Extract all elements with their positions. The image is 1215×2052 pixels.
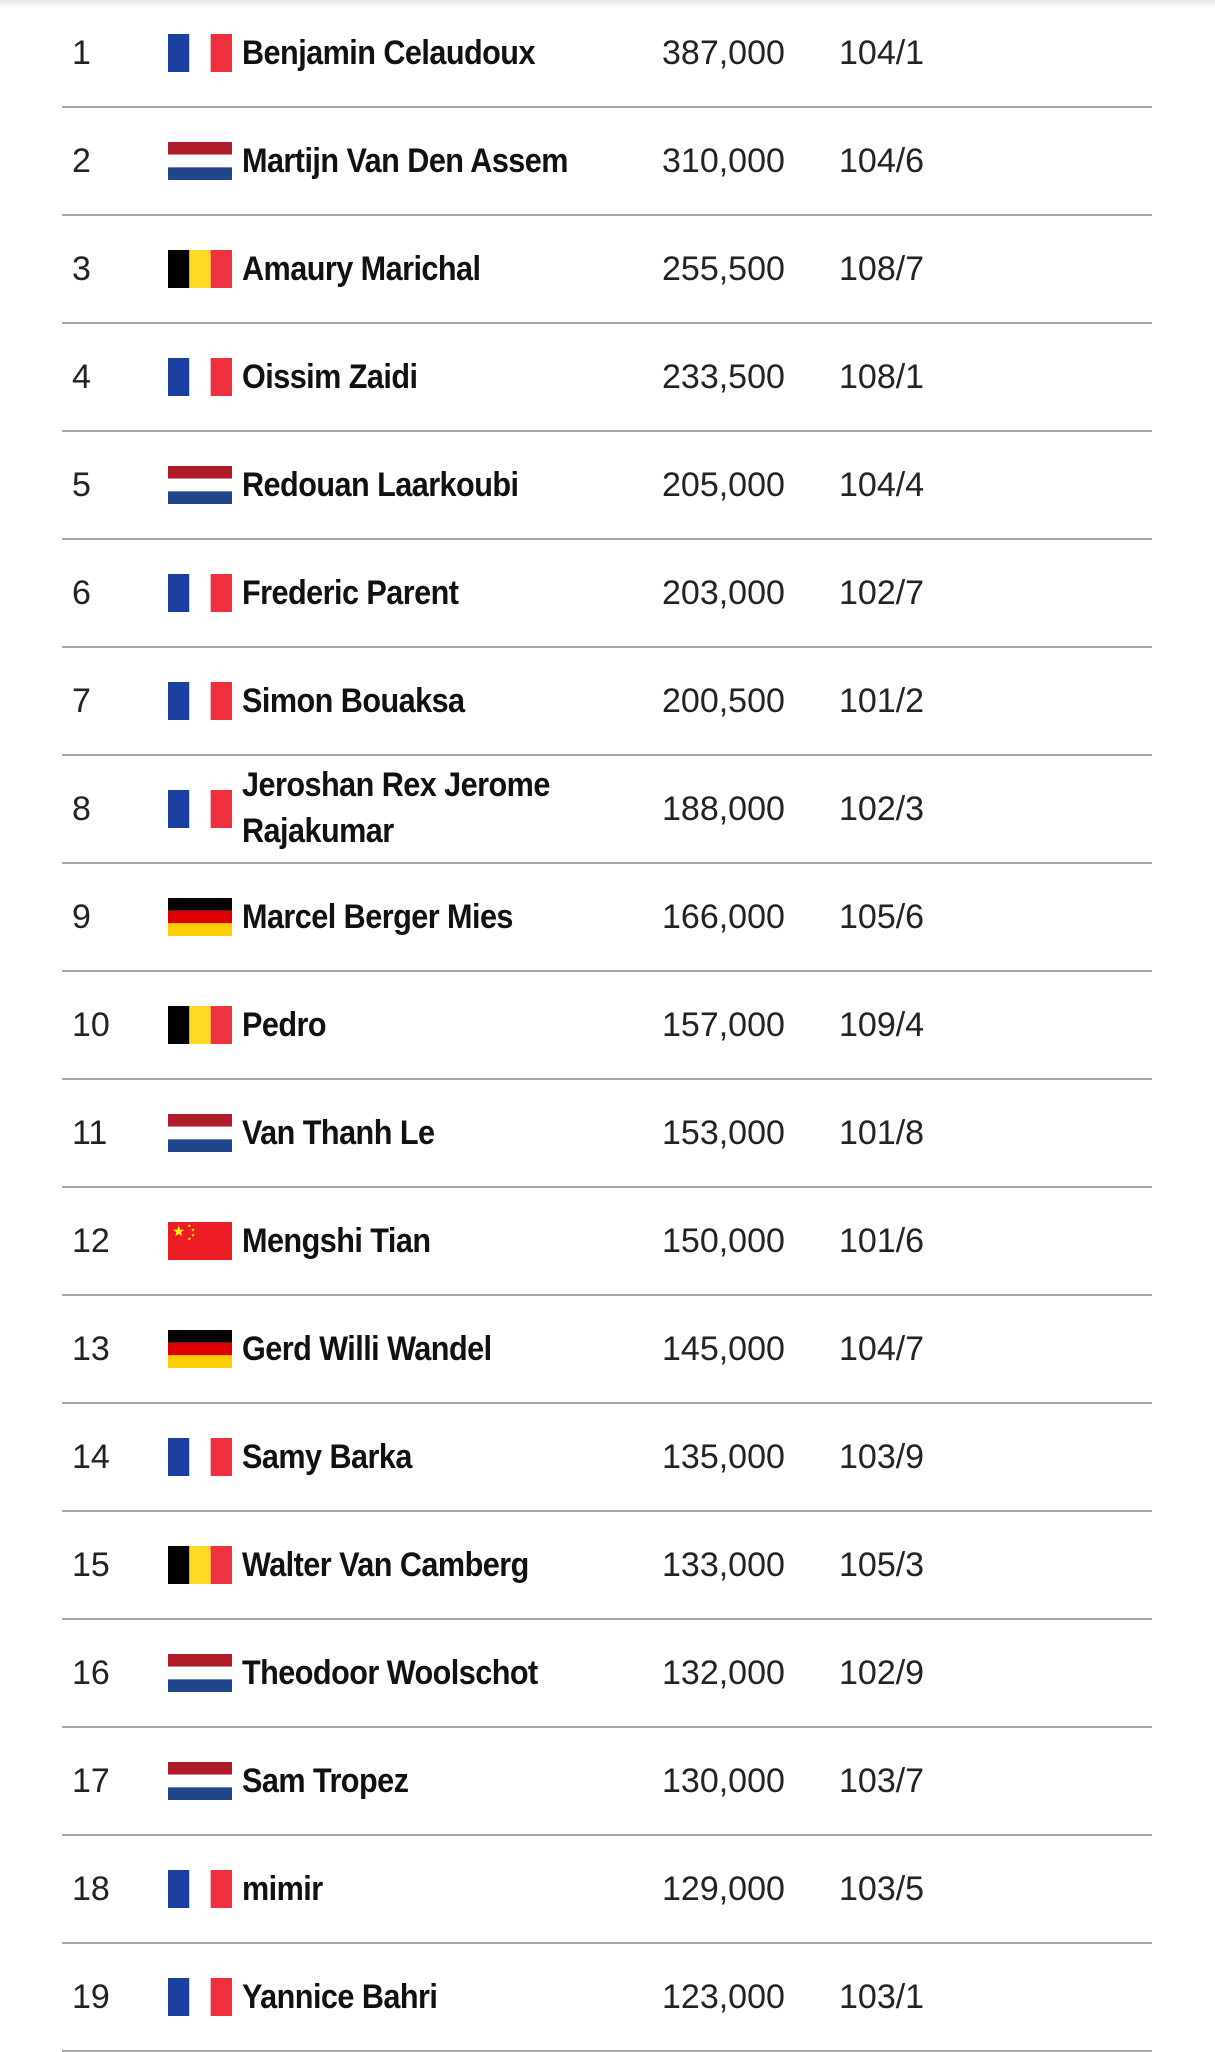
flag-cell bbox=[168, 0, 234, 106]
chip-count: 130,000 bbox=[662, 1761, 785, 1800]
table-row[interactable] bbox=[62, 1512, 1152, 1620]
france-flag-icon bbox=[168, 1438, 232, 1476]
flag-cell bbox=[168, 216, 234, 322]
netherlands-flag-icon bbox=[168, 466, 232, 504]
table-row[interactable] bbox=[62, 540, 1152, 648]
flag-cell bbox=[168, 864, 234, 970]
flag-cell bbox=[168, 324, 234, 430]
player-name[interactable]: Walter Van Camberg bbox=[242, 1545, 529, 1584]
player-name[interactable]: Van Thanh Le bbox=[242, 1113, 435, 1152]
level-position: 108/7 bbox=[839, 249, 925, 288]
player-name[interactable]: Marcel Berger Mies bbox=[242, 897, 513, 936]
flag-cell bbox=[168, 1512, 234, 1618]
level-position: 109/4 bbox=[839, 1005, 925, 1044]
chip-count: 233,500 bbox=[662, 357, 785, 396]
table-row[interactable] bbox=[62, 972, 1152, 1080]
belgium-flag-icon bbox=[168, 1006, 232, 1044]
rank-cell: 16 bbox=[72, 1653, 110, 1692]
level-position: 104/4 bbox=[839, 465, 925, 504]
chip-count: 150,000 bbox=[662, 1221, 785, 1260]
rank-cell: 12 bbox=[72, 1221, 110, 1260]
france-flag-icon bbox=[168, 682, 232, 720]
player-name[interactable]: Redouan Laarkoubi bbox=[242, 465, 519, 504]
player-name[interactable]: Theodoor Woolschot bbox=[242, 1653, 538, 1692]
player-name[interactable]: Sam Tropez bbox=[242, 1761, 409, 1800]
level-position: 102/7 bbox=[839, 573, 925, 612]
netherlands-flag-icon bbox=[168, 1114, 232, 1152]
table-row[interactable] bbox=[62, 324, 1152, 432]
player-name[interactable]: Benjamin Celaudoux bbox=[242, 33, 535, 72]
chip-count: 129,000 bbox=[662, 1869, 785, 1908]
france-flag-icon bbox=[168, 790, 232, 828]
table-row[interactable] bbox=[62, 1080, 1152, 1188]
rank-cell: 9 bbox=[72, 897, 91, 936]
chip-count: 153,000 bbox=[662, 1113, 785, 1152]
player-name[interactable]: Simon Bouaksa bbox=[242, 681, 465, 720]
rank-cell: 5 bbox=[72, 465, 91, 504]
level-position: 103/1 bbox=[839, 1977, 925, 2016]
france-flag-icon bbox=[168, 1978, 232, 2016]
flag-cell bbox=[168, 1404, 234, 1510]
table-row[interactable] bbox=[62, 108, 1152, 216]
chip-count: 188,000 bbox=[662, 789, 785, 828]
netherlands-flag-icon bbox=[168, 1762, 232, 1800]
netherlands-flag-icon bbox=[168, 1654, 232, 1692]
level-position: 101/6 bbox=[839, 1221, 925, 1260]
rank-cell: 2 bbox=[72, 141, 91, 180]
rank-cell: 15 bbox=[72, 1545, 110, 1584]
france-flag-icon bbox=[168, 1870, 232, 1908]
player-name[interactable]: Frederic Parent bbox=[242, 573, 459, 612]
rank-cell: 6 bbox=[72, 573, 91, 612]
chip-count: 203,000 bbox=[662, 573, 785, 612]
table-row[interactable] bbox=[62, 1620, 1152, 1728]
level-position: 104/1 bbox=[839, 33, 925, 72]
chip-count: 205,000 bbox=[662, 465, 785, 504]
level-position: 105/3 bbox=[839, 1545, 925, 1584]
rank-cell: 11 bbox=[72, 1113, 108, 1152]
rank-cell: 17 bbox=[72, 1761, 110, 1800]
table-row[interactable] bbox=[62, 432, 1152, 540]
level-position: 103/5 bbox=[839, 1869, 925, 1908]
table-row[interactable] bbox=[62, 1188, 1152, 1296]
flag-cell bbox=[168, 1728, 234, 1834]
chip-count: 123,000 bbox=[662, 1977, 785, 2016]
flag-cell bbox=[168, 1620, 234, 1726]
chip-count: 145,000 bbox=[662, 1329, 785, 1368]
chip-count: 255,500 bbox=[662, 249, 785, 288]
level-position: 101/2 bbox=[839, 681, 925, 720]
flag-cell bbox=[168, 648, 234, 754]
rank-cell: 19 bbox=[72, 1977, 110, 2016]
player-name[interactable]: Amaury Marichal bbox=[242, 249, 481, 288]
belgium-flag-icon bbox=[168, 250, 232, 288]
level-position: 105/6 bbox=[839, 897, 925, 936]
chip-count: 157,000 bbox=[662, 1005, 785, 1044]
france-flag-icon bbox=[168, 358, 232, 396]
france-flag-icon bbox=[168, 574, 232, 612]
germany-flag-icon bbox=[168, 1330, 232, 1368]
chip-count: 135,000 bbox=[662, 1437, 785, 1476]
chip-count: 133,000 bbox=[662, 1545, 785, 1584]
chip-count: 387,000 bbox=[662, 33, 785, 72]
level-position: 102/9 bbox=[839, 1653, 925, 1692]
chip-count: 132,000 bbox=[662, 1653, 785, 1692]
level-position: 102/3 bbox=[839, 789, 925, 828]
level-position: 103/9 bbox=[839, 1437, 925, 1476]
france-flag-icon bbox=[168, 34, 232, 72]
player-name[interactable]: Pedro bbox=[242, 1005, 327, 1044]
level-position: 104/7 bbox=[839, 1329, 925, 1368]
table-row[interactable] bbox=[62, 1296, 1152, 1404]
player-name[interactable]: Martijn Van Den Assem bbox=[242, 141, 568, 180]
flag-cell bbox=[168, 1836, 234, 1942]
level-position: 103/7 bbox=[839, 1761, 925, 1800]
player-name[interactable]: Mengshi Tian bbox=[242, 1221, 431, 1260]
table-row[interactable] bbox=[62, 1728, 1152, 1836]
chip-count: 166,000 bbox=[662, 897, 785, 936]
table-row[interactable] bbox=[62, 648, 1152, 756]
germany-flag-icon bbox=[168, 898, 232, 936]
flag-cell bbox=[168, 756, 234, 862]
level-position: 101/8 bbox=[839, 1113, 925, 1152]
china-flag-icon bbox=[168, 1222, 232, 1260]
flag-cell bbox=[168, 1944, 234, 2050]
belgium-flag-icon bbox=[168, 1546, 232, 1584]
player-name[interactable]: mimir bbox=[242, 1869, 323, 1908]
rank-cell: 4 bbox=[72, 357, 91, 396]
rank-cell: 3 bbox=[72, 249, 91, 288]
rank-cell: 10 bbox=[72, 1005, 110, 1044]
rank-cell: 18 bbox=[72, 1869, 110, 1908]
netherlands-flag-icon bbox=[168, 142, 232, 180]
table-row[interactable] bbox=[62, 756, 1152, 864]
table-row[interactable] bbox=[62, 1836, 1152, 1944]
table-row[interactable] bbox=[62, 1944, 1152, 2052]
table-row[interactable] bbox=[62, 864, 1152, 972]
flag-cell bbox=[168, 108, 234, 214]
chip-count: 200,500 bbox=[662, 681, 785, 720]
rank-cell: 7 bbox=[72, 681, 91, 720]
player-name[interactable]: Oissim Zaidi bbox=[242, 357, 418, 396]
level-position: 104/6 bbox=[839, 141, 925, 180]
player-name[interactable]: Yannice Bahri bbox=[242, 1977, 438, 2016]
flag-cell bbox=[168, 972, 234, 1078]
chip-count: 310,000 bbox=[662, 141, 785, 180]
flag-cell bbox=[168, 1296, 234, 1402]
rank-cell: 8 bbox=[72, 789, 91, 828]
flag-cell bbox=[168, 1188, 234, 1294]
player-name[interactable]: Jeroshan Rex Jerome Rajakumar bbox=[242, 766, 550, 850]
table-row[interactable] bbox=[62, 1404, 1152, 1512]
leaderboard-table bbox=[62, 0, 1152, 2052]
level-position: 108/1 bbox=[839, 357, 925, 396]
player-name[interactable]: Samy Barka bbox=[242, 1437, 412, 1476]
flag-cell bbox=[168, 432, 234, 538]
flag-cell bbox=[168, 1080, 234, 1186]
rank-cell: 1 bbox=[72, 33, 91, 72]
player-name[interactable]: Gerd Willi Wandel bbox=[242, 1329, 492, 1368]
rank-cell: 13 bbox=[72, 1329, 110, 1368]
flag-cell bbox=[168, 540, 234, 646]
table-row[interactable] bbox=[62, 216, 1152, 324]
table-row[interactable] bbox=[62, 0, 1152, 108]
rank-cell: 14 bbox=[72, 1437, 110, 1476]
